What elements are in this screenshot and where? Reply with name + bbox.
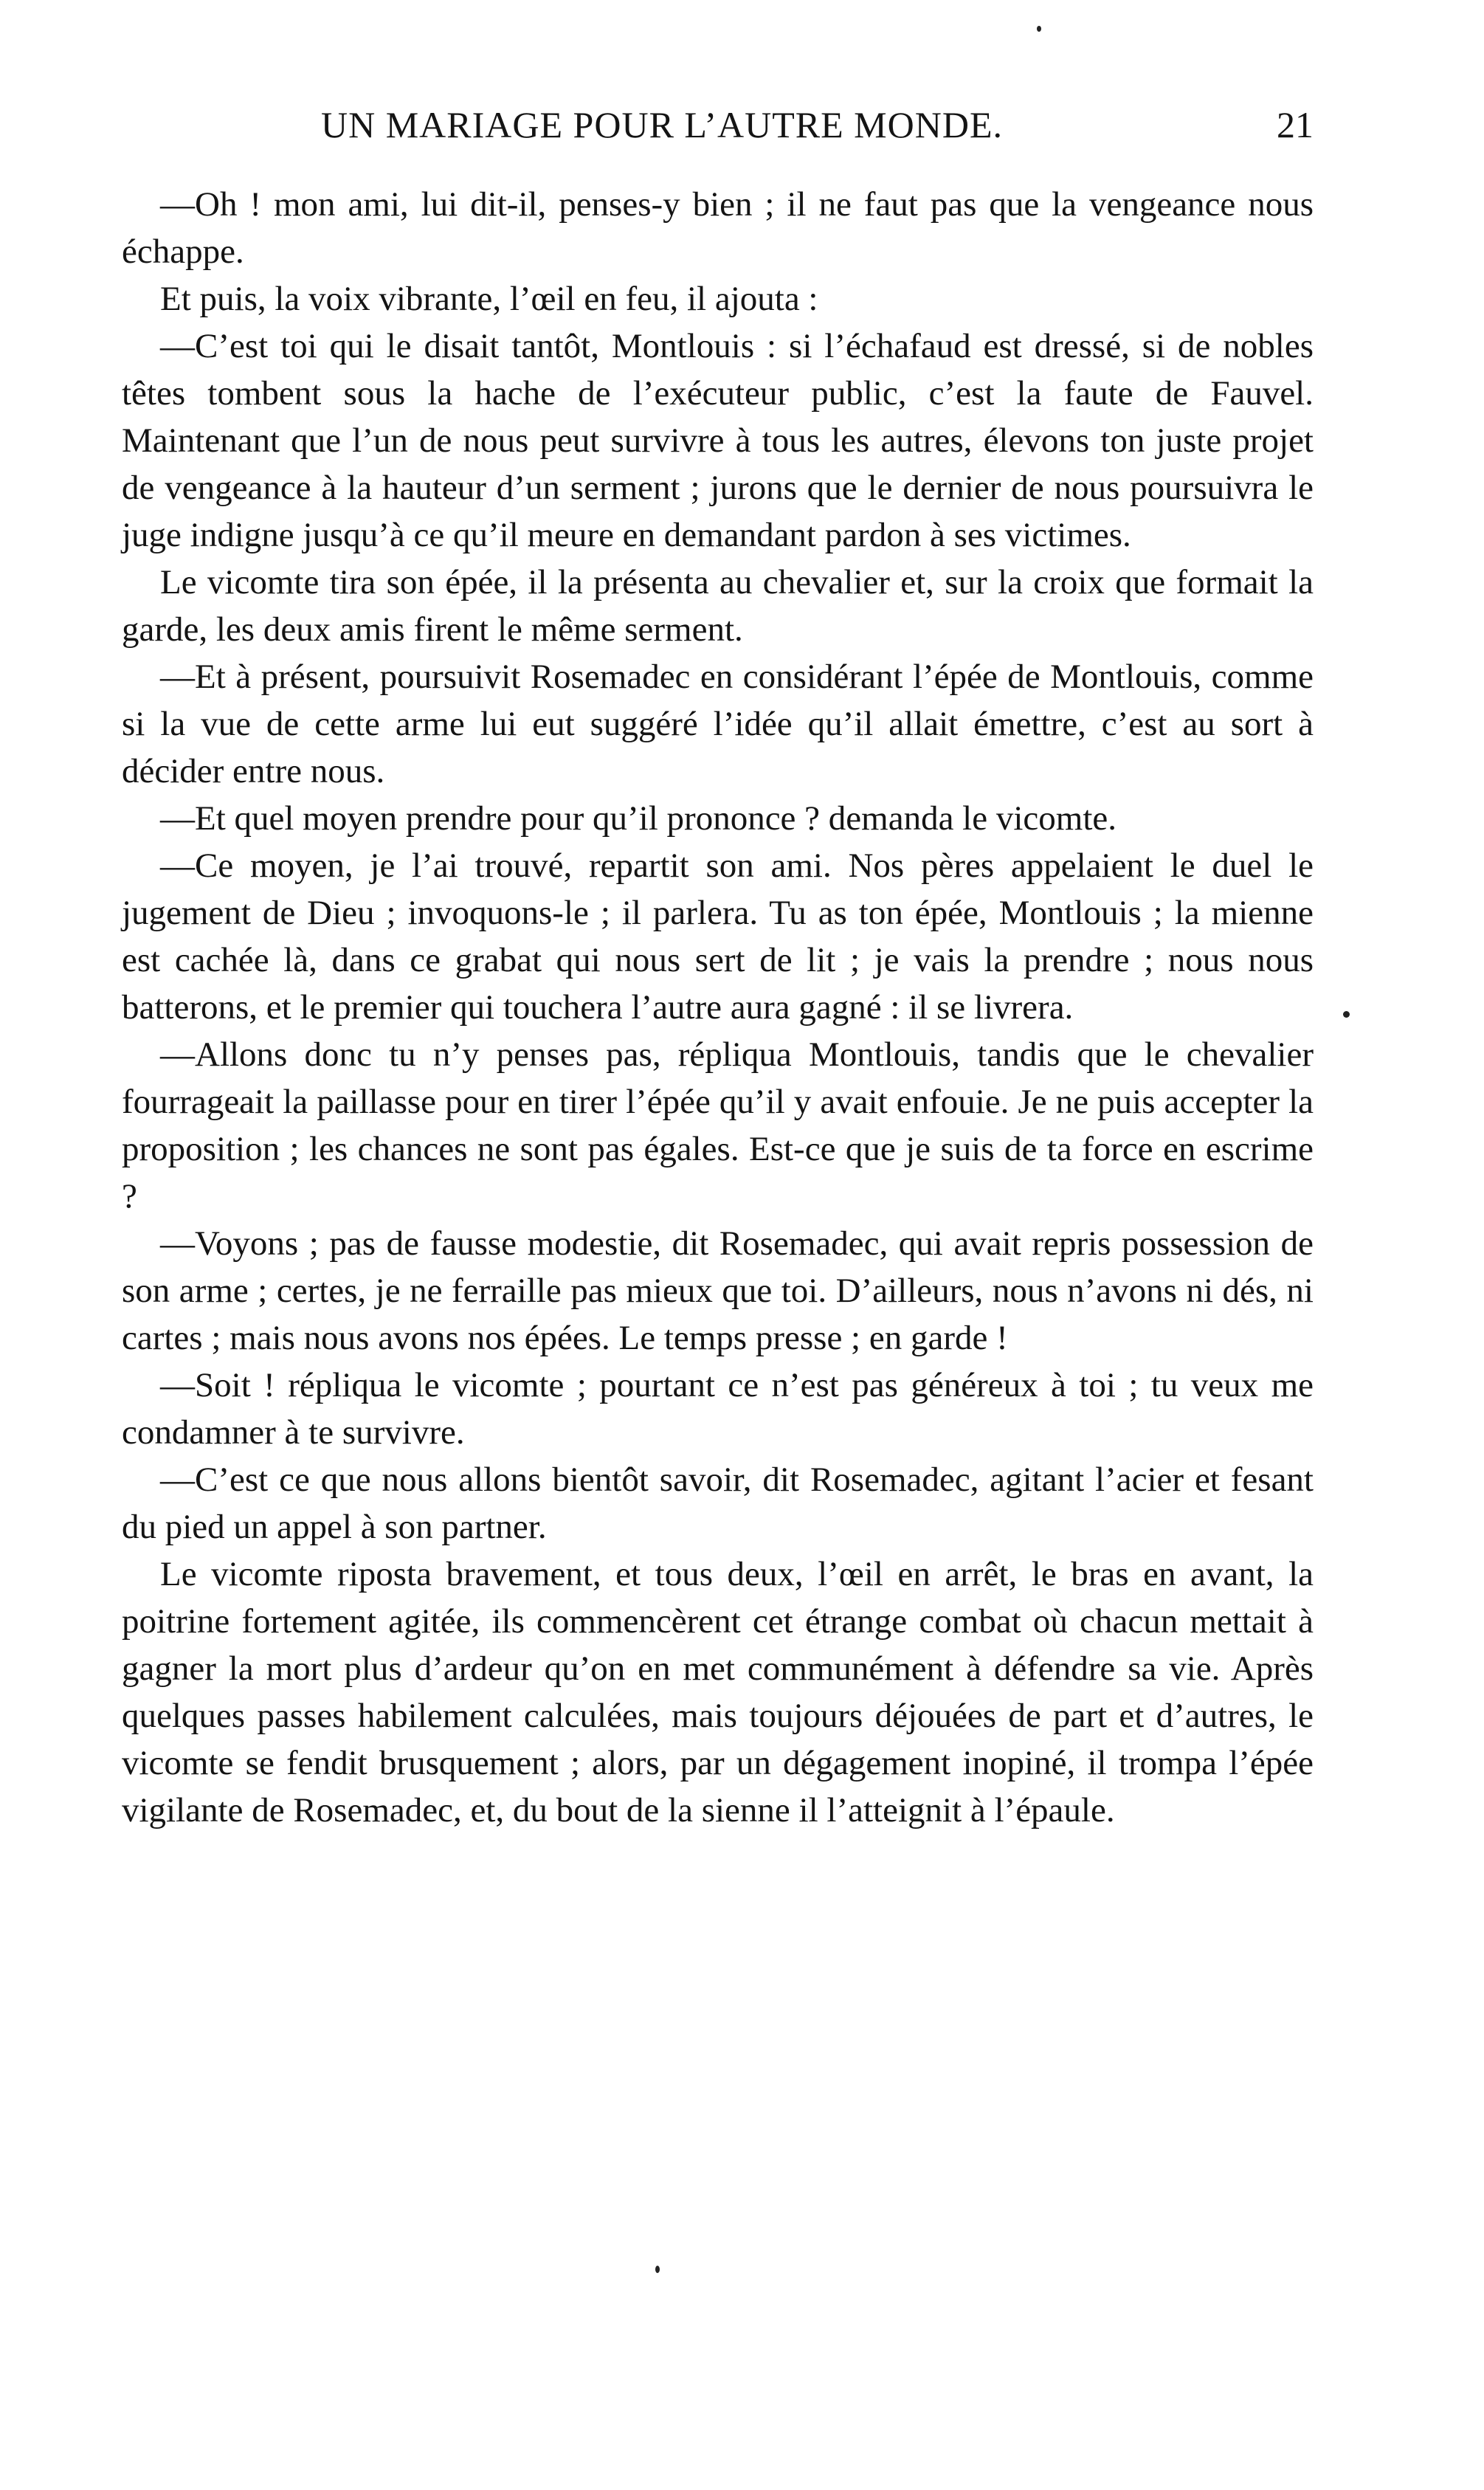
paragraph: —C’est ce que nous allons bientôt savoir, dit Rosemadec, agitant l’acier et fesant du pied un appel à son partner. <box>122 1460 1314 1546</box>
print-speck <box>655 2266 660 2273</box>
paragraph: Le vicomte tira son épée, il la présenta au chevalier et, sur la croix que formait la garde, les deux amis firent le même serment. <box>122 563 1314 649</box>
running-title: UN MARIAGE POUR L’AUTRE MONDE. <box>321 104 1003 145</box>
print-speck <box>1343 1011 1350 1018</box>
paragraph: —Soit ! répliqua le vicomte ; pourtant ce n’est pas généreux à toi ; tu veux me condamner à te survivre. <box>122 1366 1314 1452</box>
paragraph: —Ce moyen, je l’ai trouvé, repartit son ami. Nos pères appelaient le duel le jugement de Dieu ; invoquons-le ; il parlera. Tu as ton épée, Montlouis ; la mienne est cachée là, dans ce grabat qui nous sert de lit ; je vais la prendre ; nous nous batterons, et le premier qui touchera l’autre aura gagné : il se livrera. <box>122 846 1314 1027</box>
body-text <box>122 181 1314 1834</box>
paragraph: —Et à présent, poursuivit Rosemadec en considérant l’épée de Montlouis, comme si la vue de cette arme lui eut suggéré l’idée qu’il allait émettre, c’est au sort à décider entre nous. <box>122 658 1314 790</box>
print-speck <box>1037 26 1041 32</box>
paragraph: —Voyons ; pas de fausse modestie, dit Rosemadec, qui avait repris possession de son arme ; certes, je ne ferraille pas mieux que toi. D’ailleurs, nous n’avons ni dés, ni cartes ; mais nous avons nos épées. Le temps presse ; en garde ! <box>122 1224 1314 1357</box>
paragraph: Le vicomte riposta bravement, et tous deux, l’œil en arrêt, le bras en avant, la poitrine fortement agitée, ils commencèrent cet étrange combat où chacun mettait à gagner la mort plus d’ardeur qu’on en met communément à défendre sa vie. Après quelques passes habilement calculées, mais toujours déjouées de part et d’autres, le vicomte se fendit brusquement ; alors, par un dégagement inopiné, il trompa l’épée vigilante de Rosemadec, et, du bout de la sienne il l’atteignit à l’épaule. <box>122 1555 1314 1829</box>
page-number: 21 <box>1277 104 1314 145</box>
page-header <box>122 103 1314 162</box>
paragraph: —Et quel moyen prendre pour qu’il prononce ? demanda le vicomte. <box>160 799 1117 838</box>
paragraph: —Oh ! mon ami, lui dit-il, penses-y bien ; il ne faut pas que la vengeance nous échappe. <box>122 185 1314 271</box>
paragraph: —C’est toi qui le disait tantôt, Montlouis : si l’échafaud est dressé, si de nobles têtes tombent sous la hache de l’exécuteur public, c’est la faute de Fauvel. Maintenant que l’un de nous peut survivre à tous les autres, élevons ton juste projet de vengeance à la hauteur d’un serment ; jurons que le dernier de nous poursuivra le juge indigne jusqu’à ce qu’il meure en demandant pardon à ses victimes. <box>122 327 1314 554</box>
paragraph: Et puis, la voix vibrante, l’œil en feu, il ajouta : <box>160 280 818 318</box>
paragraph: —Allons donc tu n’y penses pas, répliqua Montlouis, tandis que le chevalier fourrageait la paillasse pour en tirer l’épée qu’il y avait enfouie. Je ne puis accepter la proposition ; les chances ne sont pas égales. Est-ce que je suis de ta force en escrime ? <box>122 1035 1314 1215</box>
